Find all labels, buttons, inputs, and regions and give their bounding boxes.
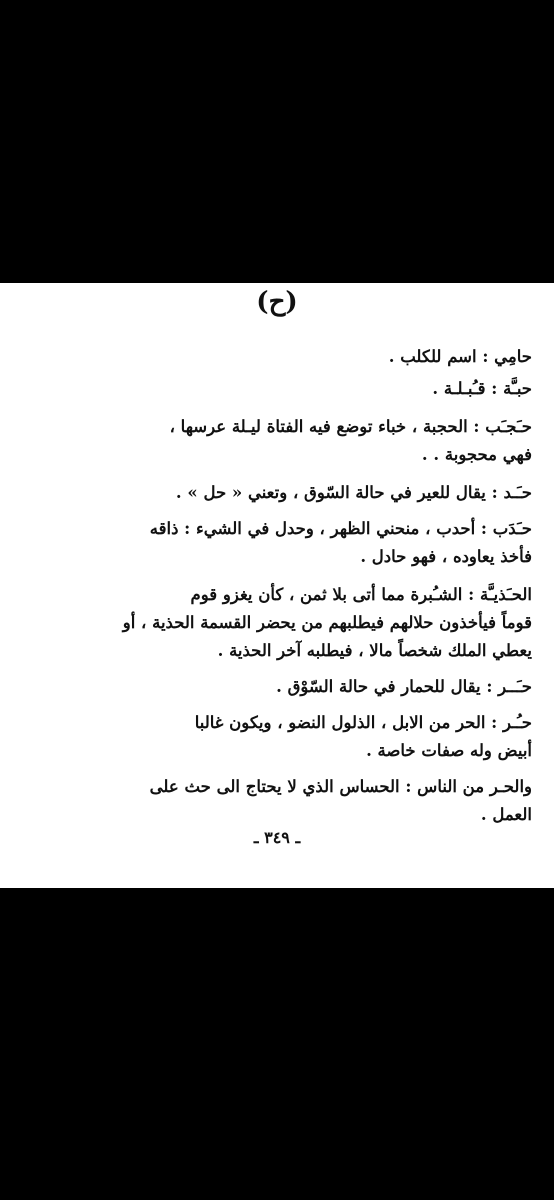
entry-line: حـَـد : يقال للعير في حالة السّوق ، وتعني « حل » . [175,483,532,502]
entry-line: الحـَذيـَّة : الشـُبرة مما أتى بلا ثمن ، كأن يغزو قوم [190,585,532,604]
entry-line: قوماً فيأخذون حلالهم فيطلبهم من يحضر القسمة الحذية ، أو [122,613,532,632]
entry-al-hadhiyya [22,581,532,665]
entry-line: فأخذ يعاوده ، فهو حادل . [360,547,532,566]
entry-line: حـَدَب : أحدب ، منحني الظهر ، وحدل في الشيء : ذاقه [149,519,532,538]
entry-line: والحـر من الناس : الحساس الذي لا يحتاج الى حث على [149,777,532,796]
entry-line: حبـَّة : قـُبـلـة . [432,379,532,398]
entry-line: العمل . [480,805,532,824]
top-black-bar [0,0,554,283]
entry-harr-donkey [22,673,532,701]
page-number: ـ ٣٤٩ ـ [253,828,301,847]
entry-line: حامِي : اسم للكلب . [388,347,532,366]
entry-hadab [22,515,532,571]
entry-line: حـَــر : يقال للحمار في حالة السّوْق . [276,677,532,696]
entry-line: حـُـر : الحر من الابل ، الذلول النضو ، ويكون غالبا [194,713,532,732]
entry-line: أبيض وله صفات خاصة . [366,741,532,760]
bottom-black-bar [0,888,554,1200]
entry-line: يعطي الملك شخصاً مالا ، فيطلبه آخر الحذية . [217,641,532,660]
entry-hajab [22,413,532,469]
entry-hami [22,343,532,371]
entry-had [22,479,532,507]
scanned-page [0,283,554,888]
section-heading: (ح) [256,287,298,317]
entry-line: فهي محجوبة . . [421,445,532,464]
entry-line: حـَجـَب : الحجبة ، خباء توضع فيه الفتاة ليـلة عرسها ، [169,417,532,436]
entry-habba [22,375,532,403]
entry-hurr-people [22,773,532,829]
entry-hurr-camel [22,709,532,765]
